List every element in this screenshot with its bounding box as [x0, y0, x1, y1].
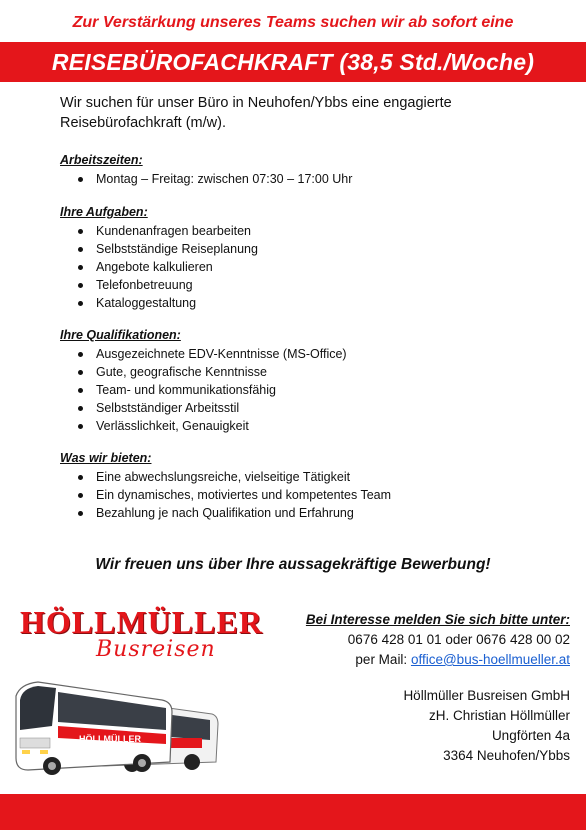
bullet-icon: [78, 265, 83, 270]
footer-bar: [0, 794, 586, 830]
logo-wordmark: HÖLLMÜLLER: [20, 604, 263, 640]
bus-illustration-icon: [12, 666, 222, 778]
contact-mail-line: [270, 650, 570, 670]
section-working-hours: [60, 152, 540, 188]
title-banner: [0, 42, 586, 82]
section-heading: Was wir bieten:: [60, 451, 152, 465]
list-item: Montag – Freitag: zwischen 07:30 – 17:00 Uhr: [60, 170, 540, 188]
bullet-icon: [78, 352, 83, 357]
section-heading: Arbeitszeiten:: [60, 153, 143, 167]
address-block: [270, 686, 570, 766]
list-item: Selbstständiger Arbeitsstil: [60, 399, 540, 417]
street: Ungförten 4a: [491, 728, 570, 743]
list-item: Team- und kommunikationsfähig: [60, 381, 540, 399]
company-logo: [20, 604, 263, 674]
bullet-icon: [78, 283, 83, 288]
contact-heading: Bei Interesse melden Sie sich bitte unter:: [305, 612, 570, 627]
list-item: Gute, geografische Kenntnisse: [60, 363, 540, 381]
city: 3364 Neuhofen/Ybbs: [443, 748, 570, 763]
section-heading: Ihre Aufgaben:: [60, 205, 148, 219]
bullet-icon: [78, 388, 83, 393]
list-item: Verlässlichkeit, Genauigkeit: [60, 417, 540, 435]
list-item: Bezahlung je nach Qualifikation und Erfahrung: [60, 504, 540, 522]
mail-label: per Mail:: [355, 652, 411, 667]
list-item: Eine abwechslungsreiche, vielseitige Tätigkeit: [60, 468, 540, 486]
list-item: Selbstständige Reiseplanung: [60, 240, 540, 258]
header-tagline: Zur Verstärkung unseres Teams suchen wir ab sofort eine: [72, 14, 514, 31]
list-item: Kundenanfragen bearbeiten: [60, 222, 540, 240]
intro-text: Wir suchen für unser Büro in Neuhofen/Ybbs eine engagierte Reisebürofachkraft (m/w).: [60, 95, 452, 131]
list-item: Kataloggestaltung: [60, 294, 540, 312]
contact-phones: 0676 428 01 01 oder 0676 428 00 02: [347, 632, 570, 647]
bullet-icon: [78, 511, 83, 516]
bullet-icon: [78, 229, 83, 234]
bullet-icon: [78, 406, 83, 411]
contact-person: zH. Christian Höllmüller: [428, 708, 570, 723]
section-heading: Ihre Qualifikationen:: [60, 328, 181, 342]
list-item: Ausgezeichnete EDV-Kenntnisse (MS-Office): [60, 345, 540, 363]
list-item: Ein dynamisches, motiviertes und kompetentes Team: [60, 486, 540, 504]
list-item: Angebote kalkulieren: [60, 258, 540, 276]
section-offer: [60, 450, 540, 522]
bullet-icon: [78, 475, 83, 480]
bullet-icon: [78, 301, 83, 306]
bullet-icon: [78, 424, 83, 429]
section-tasks: [60, 204, 540, 312]
company-name: Höllmüller Busreisen GmbH: [403, 688, 570, 703]
email-link[interactable]: office@bus-hoellmueller.at: [410, 652, 570, 667]
bullet-icon: [78, 370, 83, 375]
bullet-icon: [78, 177, 83, 182]
logo-subtitle: Busreisen: [96, 637, 216, 662]
contact-block: [270, 610, 570, 670]
bus-label: HÖLLMÜLLER: [79, 734, 141, 744]
bullet-icon: [78, 493, 83, 498]
bullet-icon: [78, 247, 83, 252]
closing-statement: Wir freuen uns über Ihre aussagekräftige Bewerbung!: [95, 556, 491, 573]
job-title: REISEBÜROFACHKRAFT (38,5 Std./Woche): [51, 48, 535, 75]
list-item: Telefonbetreuung: [60, 276, 540, 294]
section-qualifications: [60, 327, 540, 435]
